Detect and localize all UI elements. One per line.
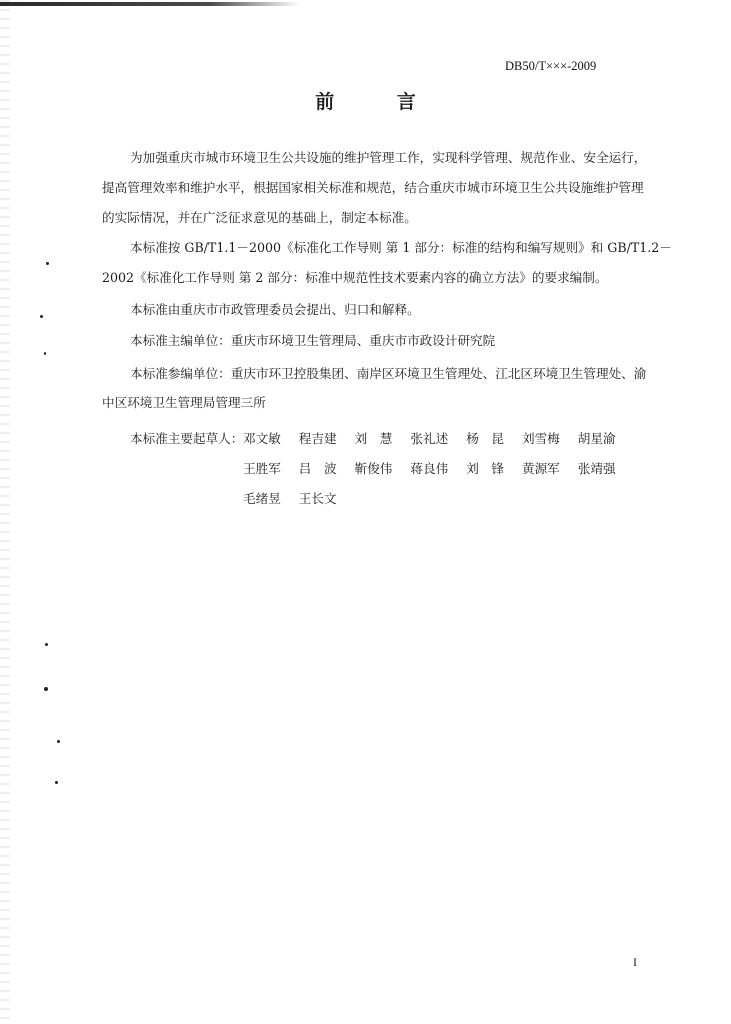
paragraph-line: 本标准按 GB/T1.1－2000《标准化工作导则 第 1 部分：标准的结构和编写规则》和 GB/T1.2－ <box>130 240 672 255</box>
scan-speck <box>44 687 48 691</box>
drafters-row-2 <box>243 458 630 477</box>
paragraph-line: 为加强重庆市城市环境卫生公共设施的维护管理工作，实现科学管理、规范作业、安全运行， <box>130 150 647 165</box>
drafter-name: 胡星渝 <box>577 431 616 446</box>
drafter-name: 王长文 <box>298 491 337 506</box>
drafter-name: 刘 锋 <box>466 461 504 476</box>
drafter-name: 蒋良伟 <box>410 461 449 476</box>
paragraph-line: 中区环境卫生管理局管理三所 <box>102 395 266 410</box>
drafter-name: 杨 昆 <box>466 431 504 446</box>
drafter-name: 程吉建 <box>298 431 337 446</box>
scan-speck <box>55 781 58 784</box>
drafter-name: 邓文敏 <box>243 431 281 446</box>
page-number: I <box>633 955 637 969</box>
scan-speck <box>45 643 48 646</box>
scan-top-rule <box>0 2 300 6</box>
paragraph-line: 的实际情况，并在广泛征求意见的基础上，制定本标准。 <box>102 210 417 225</box>
drafters-row-3 <box>243 488 351 507</box>
document-code: DB50/T×××-2009 <box>505 59 597 73</box>
drafter-name: 吕 波 <box>298 461 337 476</box>
drafters-label: 本标准主要起草人： <box>130 431 244 446</box>
scan-speck <box>44 352 46 355</box>
paragraph-line: 本标准参编单位：重庆市环卫控股集团、南岸区环境卫生管理处、江北区环境卫生管理处、渝 <box>130 366 647 381</box>
paragraph-line: 本标准由重庆市市政管理委员会提出、归口和解释。 <box>130 302 420 317</box>
page-title: 前 言 <box>315 91 444 113</box>
drafter-name: 刘雪梅 <box>521 431 560 446</box>
drafter-name: 王胜军 <box>243 461 281 476</box>
paragraph-line: 提高管理效率和维护水平，根据国家相关标准和规范，结合重庆市城市环境卫生公共设施维护管理 <box>102 180 644 195</box>
scan-left-edge <box>0 0 10 1024</box>
scan-speck <box>46 262 49 265</box>
drafter-name: 靳俊伟 <box>354 461 393 476</box>
drafter-name: 张靖强 <box>577 461 616 476</box>
paragraph-line: 2002《标准化工作导则 第 2 部分：标准中规范性技术要素内容的确立方法》的要求编制。 <box>102 270 608 285</box>
drafter-name: 张礼述 <box>410 431 449 446</box>
scan-speck <box>57 740 60 743</box>
drafter-name: 黄源军 <box>521 461 560 476</box>
drafter-name: 毛绪昱 <box>243 491 281 506</box>
scan-speck <box>40 315 43 318</box>
drafters-row-1 <box>243 428 630 447</box>
drafter-name: 刘 慧 <box>354 431 393 446</box>
paragraph-line: 本标准主编单位：重庆市环境卫生管理局、重庆市市政设计研究院 <box>130 333 496 348</box>
